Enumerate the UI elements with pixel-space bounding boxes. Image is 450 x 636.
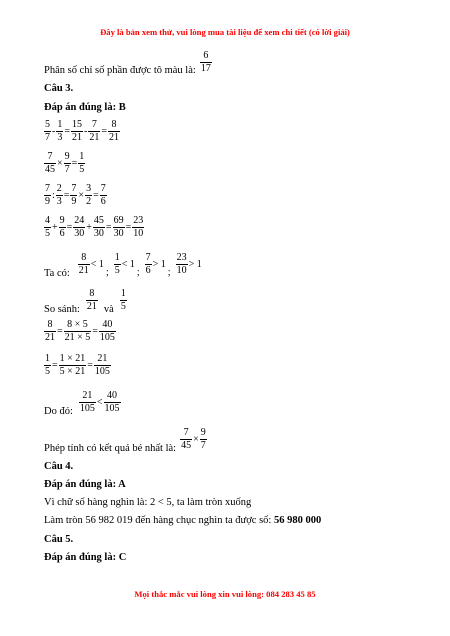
cau4-line2: Làm tròn 56 982 019 đến hàng chục nghìn ta được số: 56 980 000: [44, 515, 322, 526]
footer-note: Mọi thắc mắc vui lòng xin vui lòng: 084 283 45 85: [134, 589, 316, 599]
cau3-line2: $\frac{7}{45}$ × $\frac{9}{7}$ = $\frac{1}{5}$: [45, 151, 85, 175]
cau3-title: Câu 3.: [44, 83, 74, 94]
cau3-taco: Ta có: $\frac{8}{21}$ < 1 ; $\frac{1}{5}$ < 1 ; $\frac{7}{6}$ > 1 ; $\frac{23}{10}$ > 1: [44, 252, 202, 279]
cau3-line1: $\frac{5}{7}$ - $\frac{1}{3}$ = $\frac{15}{21}$ - $\frac{7}{21}$ = $\frac{8}{21}$: [45, 119, 119, 143]
cau3-result: Phép tính có kết quả bé nhất là: $\frac{7}{45}$ × $\frac{9}{7}$: [44, 427, 206, 454]
cau4-line1: Vì chữ số hàng nghìn là: 2 < 5, ta làm tròn xuống: [44, 497, 252, 508]
intro-line: [44, 49, 212, 76]
header-note: Đây là bản xem thử, vui lòng mua tài liệu để xem chi tiết (có lời giải): [100, 27, 350, 37]
intro-fraction: $\frac{6}{17}$: [200, 50, 211, 74]
cau3-line3: $\frac{7}{9}$ : $\frac{2}{3}$ = $\frac{7}{9}$ × $\frac{3}{2}$ = $\frac{7}{6}$: [45, 183, 106, 207]
cau3-line6: $\frac{1}{5}$ = $\frac{1 \times 21}{5 \times 21}$ = $\frac{21}{105}$: [45, 353, 110, 377]
cau5-title: Câu 5.: [44, 534, 74, 545]
cau3-line4: $\frac{4}{5}$ + $\frac{9}{6}$ = $\frac{24}{30}$ + $\frac{45}{30}$ = $\frac{69}{30}$ = $\frac{23}{10}$: [45, 215, 144, 239]
cau5-answer: Đáp án đúng là: C: [44, 552, 127, 563]
cau3-line5: $\frac{8}{21}$ = $\frac{8 \times 5}{21 \times 5}$ = $\frac{40}{105}$: [45, 319, 115, 343]
cau4-result: 56 980 000: [273, 515, 322, 526]
cau3-dodo: Do đó: $\frac{21}{105}$ < $\frac{40}{105}$: [44, 390, 120, 417]
cau4-answer: Đáp án đúng là: A: [44, 479, 126, 490]
cau4-title: Câu 4.: [44, 461, 74, 472]
intro-text: Phân số chỉ số phần được tô màu là:: [44, 65, 196, 76]
cau3-sosanh: So sánh: $\frac{8}{21}$ và $\frac{1}{5}$: [44, 288, 126, 315]
cau3-answer: Đáp án đúng là: B: [44, 102, 126, 113]
